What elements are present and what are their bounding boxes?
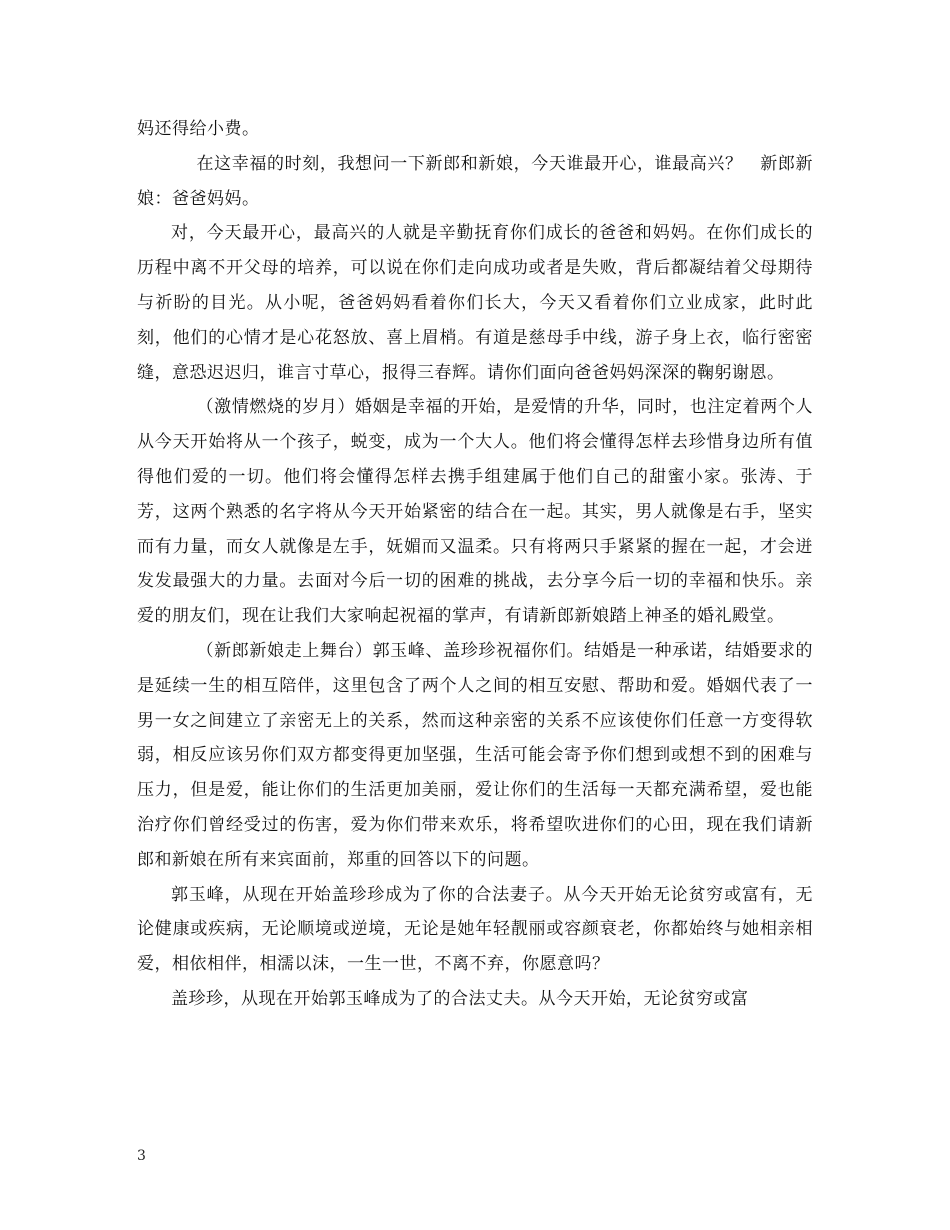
paragraph-1: 妈还得给小费。 bbox=[137, 119, 260, 139]
paragraph-2: 在这幸福的时刻，我想问一下新郎和新娘，今天谁最开心，谁最高兴？ 新郎新娘：爸爸妈妈。 bbox=[137, 153, 813, 209]
paragraph-5: （新郎新娘走上舞台）郭玉峰、盖珍珍祝福你们。结婚是一种承诺，结婚要求的是延续一生的相互陪伴，这里包含了两个人之间的相互安慰、帮助和爱。婚姻代表了一男一女之间建立了亲密无上的关系，然而这种亲密的关系不应该使你们任意一方变得软弱，相反应该另你们双方都变得更加坚强，生活可能会寄予你们想到或想不到的困难与压力，但是爱，能让你们的生活更加美丽，爱让你们的生活每一天都充满希望，爱也能治疗你们曾经受过的伤害，爱为你们带来欢乐，将希望吹进你们的心田，现在我们请新郎和新娘在所有来宾面前，郑重的回答以下的问题。 bbox=[137, 640, 813, 870]
paragraph-3: 对，今天最开心，最高兴的人就是辛勤抚育你们成长的爸爸和妈妈。在你们成长的历程中离不开父母的培养，可以说在你们走向成功或者是失败，背后都凝结着父母期待与祈盼的目光。从小呢，爸爸妈妈看着你们长大，今天又看着你们立业成家，此时此刻，他们的心情才是心花怒放、喜上眉梢。有道是慈母手中线，游子身上衣，临行密密缝，意恐迟迟归，谁言寸草心，报得三春辉。请你们面向爸爸妈妈深深的鞠躬谢恩。 bbox=[137, 223, 813, 383]
paragraph-4: （激情燃烧的岁月）婚姻是幸福的开始，是爱情的升华，同时，也注定着两个人从今天开始将从一个孩子，蜕变，成为一个大人。他们将会懂得怎样去珍惜身边所有值得他们爱的一切。他们将会懂得怎样去携手组建属于他们自己的甜蜜小家。张涛、于芳，这两个熟悉的名字将从今天开始紧密的结合在一起。其实，男人就像是右手，坚实而有力量，而女人就像是左手，妩媚而又温柔。只有将两只手紧紧的握在一起，才会迸发发最强大的力量。去面对今后一切的困难的挑战，去分享今后一切的幸福和快乐。亲爱的朋友们，现在让我们大家响起祝福的掌声，有请新郎新娘踏上神圣的婚礼殿堂。 bbox=[137, 397, 813, 627]
document-body bbox=[137, 112, 813, 1017]
paragraph-6: 郭玉峰，从现在开始盖珍珍成为了你的合法妻子。从今天开始无论贫穷或富有，无论健康或疾病，无论顺境或逆境，无论是她年轻靓丽或容颜衰老，你都始终与她相亲相爱，相依相伴，相濡以沫，一生一世，不离不弃，你愿意吗？ bbox=[137, 884, 813, 975]
paragraph-7: 盖珍珍，从现在开始郭玉峰成为了的合法丈夫。从今天开始，无论贫穷或富 bbox=[171, 988, 749, 1009]
page-number: 3 bbox=[137, 1148, 146, 1164]
